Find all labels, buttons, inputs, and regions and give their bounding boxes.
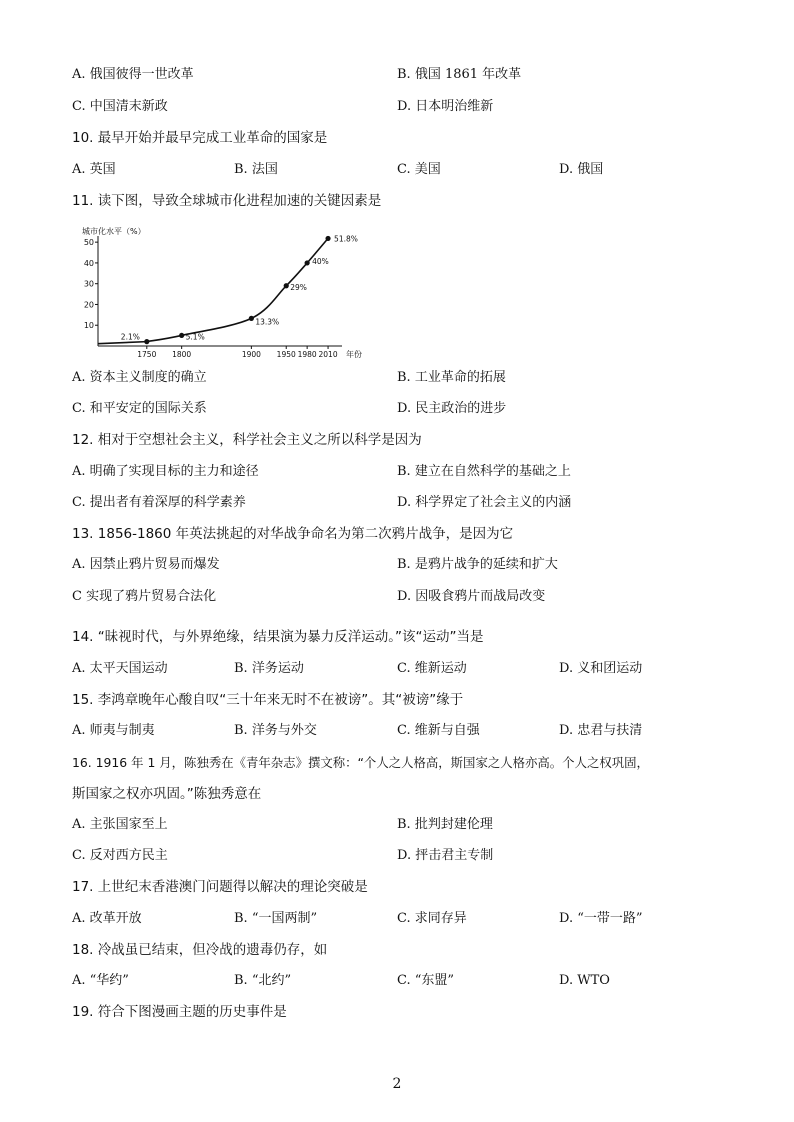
q14-option-b: B. 洋务运动 (234, 661, 304, 676)
question-13-stem: 13. 1856-1860 年英法挑起的对华战争命名为第二次鸦片战争，是因为它 (72, 526, 514, 542)
y-tick-label-40: 40 (83, 258, 94, 268)
question-16-stem-line2: 斯国家之权亦巩固。”陈独秀意在 (72, 786, 262, 802)
data-point-1800 (179, 333, 184, 338)
question-16-stem-line1: 16. 1916 年 1 月，陈独秀在《青年杂志》撰文称：“个人之人格高，斯国家之人格亦高。个人之权巩固， (72, 755, 649, 770)
question-15-stem: 15. 李鸿章晚年心酸自叹“三十年来无时不在被谤”。其“被谤”缘于 (72, 692, 464, 708)
x-tick-label-1950: 1950 (276, 350, 296, 359)
x-tick-label-1750: 1750 (137, 350, 157, 359)
q12-option-c: C. 提出者有着深厚的科学素养 (72, 495, 246, 510)
q13-option-c: C 实现了鸦片贸易合法化 (72, 589, 217, 604)
q11-option-d: D. 民主政治的进步 (397, 401, 507, 416)
q17-option-b: B. “一国两制” (234, 911, 318, 926)
data-point-1900 (249, 316, 254, 321)
data-label-1800: 5.1% (185, 332, 205, 342)
q16-option-d: D. 抨击君主专制 (397, 848, 494, 863)
q16-option-c: C. 反对西方民主 (72, 848, 168, 863)
q13-option-b: B. 是鸦片战争的延续和扩大 (397, 557, 558, 572)
q11-option-c: C. 和平安定的国际关系 (72, 401, 207, 416)
q17-option-d: D. “一带一路” (559, 911, 643, 926)
q12-option-a: A. 明确了实现目标的主力和途径 (72, 464, 259, 479)
q10-option-a: A. 英国 (72, 162, 116, 177)
q15-option-c: C. 维新与自强 (397, 723, 480, 738)
data-point-1750 (144, 339, 149, 344)
x-tick-label-2010: 2010 (318, 350, 338, 359)
data-label-2010: 51.8% (334, 234, 358, 244)
q14-option-d: D. 义和团运动 (559, 661, 643, 676)
y-axis-label: 城市化水平（%） (82, 227, 146, 236)
question-14-stem: 14. “昧视时代，与外界绝缘，结果演为暴力反洋运动。”该“运动”当是 (72, 629, 484, 645)
q12-option-d: D. 科学界定了社会主义的内涵 (397, 495, 572, 510)
q15-option-b: B. 洋务与外交 (234, 723, 317, 738)
question-19-stem: 19. 符合下图漫画主题的历史事件是 (72, 1004, 287, 1020)
data-point-2010 (325, 236, 330, 241)
data-point-1950 (284, 283, 289, 288)
x-tick-label-1980: 1980 (297, 350, 317, 359)
q13-option-d: D. 因吸食鸦片而战局改变 (397, 589, 546, 604)
question-18-stem: 18. 冷战虽已结束，但冷战的遗毒仍存，如 (72, 942, 328, 958)
y-tick-label-10: 10 (83, 321, 94, 331)
q11-option-b: B. 工业革命的拓展 (397, 370, 506, 385)
x-axis-label: 年份 (346, 350, 362, 359)
q17-option-c: C. 求同存异 (397, 911, 467, 926)
question-12-stem: 12. 相对于空想社会主义，科学社会主义之所以科学是因为 (72, 432, 422, 448)
y-tick-label-20: 20 (83, 300, 94, 310)
q18-option-c: C. “东盟” (397, 973, 455, 988)
data-label-1950: 29% (290, 282, 307, 292)
q9-option-a: A. 俄国彼得一世改革 (72, 67, 194, 82)
q18-option-a: A. “华约” (72, 973, 129, 988)
data-label-1980: 40% (312, 256, 329, 266)
q10-option-b: B. 法国 (234, 162, 278, 177)
q10-option-c: C. 美国 (397, 162, 441, 177)
urbanization-chart (80, 224, 380, 364)
q11-option-a: A. 资本主义制度的确立 (72, 370, 207, 385)
q9-option-b: B. 俄国 1861 年改革 (397, 67, 522, 82)
x-tick-label-1900: 1900 (241, 350, 261, 359)
question-17-stem: 17. 上世纪末香港澳门问题得以解决的理论突破是 (72, 879, 368, 895)
y-tick-label-30: 30 (83, 279, 94, 289)
data-point-1980 (305, 260, 310, 265)
q16-option-b: B. 批判封建伦理 (397, 817, 493, 832)
q15-option-a: A. 师夷与制夷 (72, 723, 155, 738)
data-label-1900: 13.3% (255, 317, 280, 327)
page-number: 2 (392, 1076, 402, 1092)
y-tick-label-50: 50 (83, 238, 94, 248)
question-11-stem: 11. 读下图，导致全球城市化进程加速的关键因素是 (72, 193, 382, 209)
q18-option-b: B. “北约” (234, 973, 292, 988)
question-10-stem: 10. 最早开始并最早完成工业革命的国家是 (72, 130, 328, 146)
q9-option-d: D. 日本明治维新 (397, 99, 494, 114)
q16-option-a: A. 主张国家至上 (72, 817, 168, 832)
q17-option-a: A. 改革开放 (72, 911, 142, 926)
q15-option-d: D. 忠君与扶清 (559, 723, 643, 738)
q10-option-d: D. 俄国 (559, 162, 604, 177)
q14-option-a: A. 太平天国运动 (72, 661, 168, 676)
q12-option-b: B. 建立在自然科学的基础之上 (397, 464, 571, 479)
q13-option-a: A. 因禁止鸦片贸易而爆发 (72, 557, 220, 572)
q9-option-c: C. 中国清末新政 (72, 99, 168, 114)
q14-option-c: C. 维新运动 (397, 661, 467, 676)
q18-option-d: D. WTO (559, 973, 610, 988)
x-tick-label-1800: 1800 (172, 350, 192, 359)
data-label-1750: 2.1% (120, 332, 140, 342)
